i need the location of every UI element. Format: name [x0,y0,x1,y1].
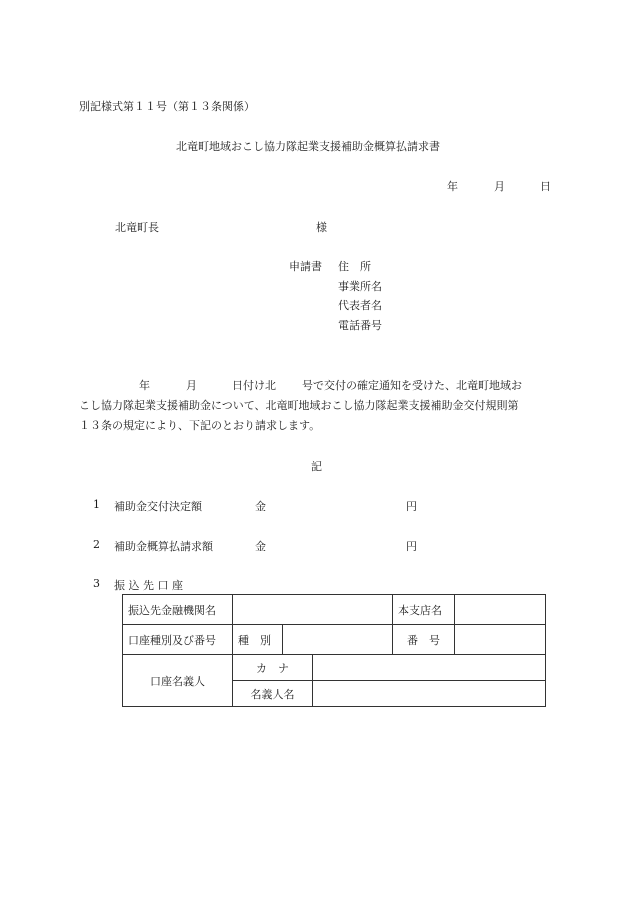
body-month: 月 [186,379,197,392]
applicant-address-label: 住 所 [338,260,371,273]
ki-heading: 記 [311,460,322,473]
kana-field[interactable] [313,655,546,681]
item-1-number: 1 [93,498,100,511]
applicant-representative-label: 代表者名 [338,299,382,312]
bank-name-field[interactable] [233,595,393,625]
applicant-phone-label: 電話番号 [338,319,382,332]
date-year: 年 [447,180,458,193]
applicant-label: 申請書 [289,260,322,273]
item-2-prefix: 金 [255,540,266,553]
item-1-label: 補助金交付決定額 [114,500,202,513]
document-title: 北竜町地域おこし協力隊起業支援補助金概算払請求書 [176,140,440,153]
addressee-honorific: 様 [316,221,327,234]
account-type-label: 種 別 [233,625,283,655]
holder-name-label: 名義人名 [233,681,313,707]
applicant-business-name-label: 事業所名 [338,280,382,293]
date-month: 月 [494,180,505,193]
account-holder-label: 口座名義人 [123,655,233,707]
account-type-field[interactable] [283,625,393,655]
item-3-number: 3 [93,577,100,590]
account-type-number-label: 口座種別及び番号 [123,625,233,655]
body-number-ref: 号で交付の確定通知を受けた、北竜町地域お [302,379,522,392]
item-1-prefix: 金 [255,500,266,513]
account-number-field[interactable] [455,625,546,655]
addressee-name: 北竜町長 [115,221,159,234]
item-2-suffix: 円 [406,540,417,553]
bank-name-label: 振込先金融機関名 [123,595,233,625]
form-number: 別記様式第１１号（第１３条関係） [79,100,255,113]
bank-account-table [122,594,546,707]
body-day-ref: 日付け北 [232,379,276,392]
item-2-label: 補助金概算払請求額 [114,540,213,553]
body-year: 年 [139,379,150,392]
branch-field[interactable] [455,595,546,625]
account-number-label: 番 号 [393,625,455,655]
date-day: 日 [540,180,551,193]
kana-label: カ ナ [233,655,313,681]
holder-name-field[interactable] [313,681,546,707]
item-1-suffix: 円 [406,500,417,513]
body-line-3: １３条の規定により、下記のとおり請求します。 [79,419,321,432]
item-2-number: 2 [93,538,100,551]
branch-label: 本支店名 [393,595,455,625]
body-line-2: こし協力隊起業支援補助金について、北竜町地域おこし協力隊起業支援補助金交付規則第 [79,399,519,412]
item-3-label: 振 込 先 口 座 [114,579,183,592]
